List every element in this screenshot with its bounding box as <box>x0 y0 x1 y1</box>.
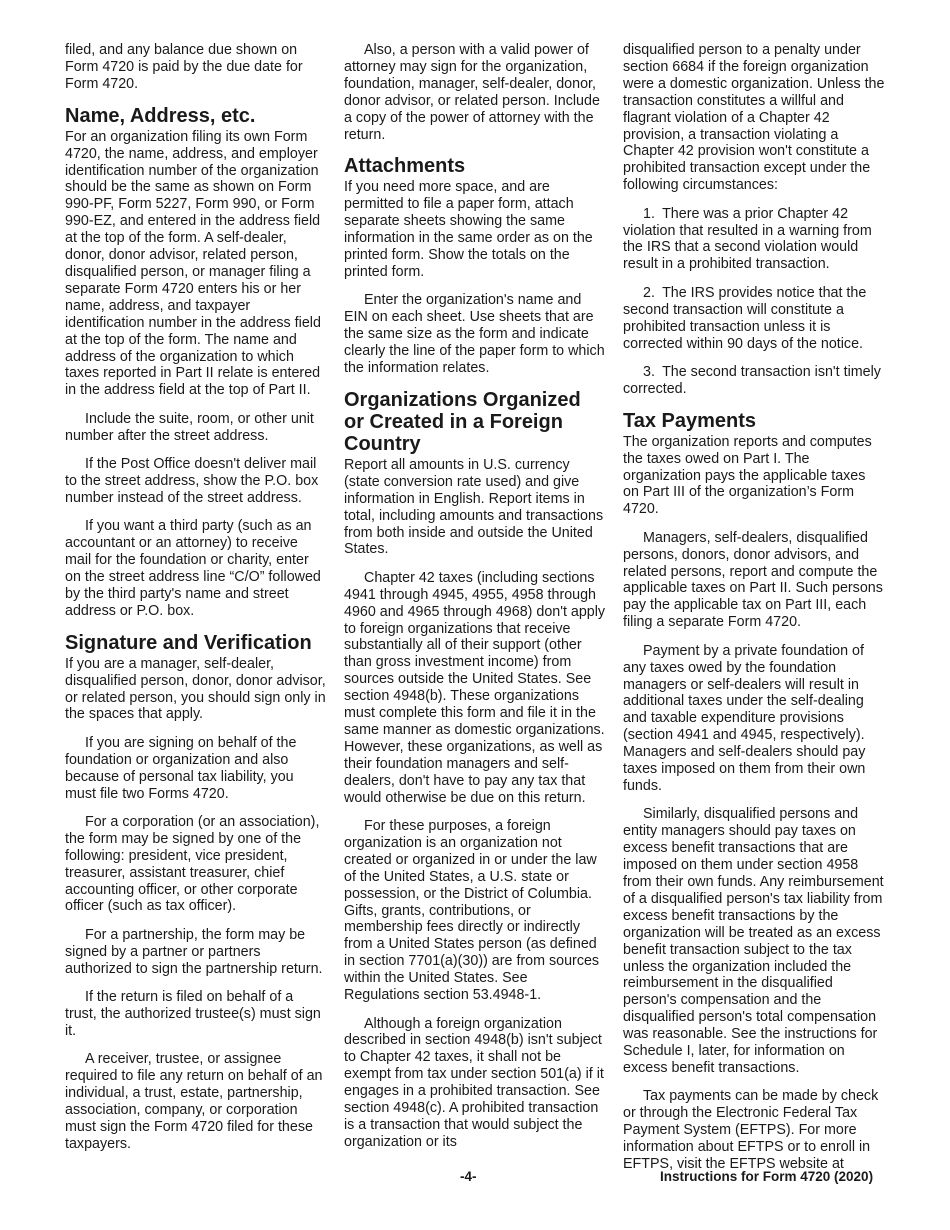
paragraph: If the return is filed on behalf of a trust, the authorized trustee(s) must sign it. <box>65 989 321 1039</box>
list-item: 1. There was a prior Chapter 42 violation that resulted in a warning from the IRS that a second violation would result in a prohibited transaction. <box>623 205 872 273</box>
section-heading-name-address: Name, Address, etc. <box>65 104 256 127</box>
paragraph: Payment by a private foundation of any taxes owed by the foundation managers or self-dealers will result in additional taxes under the self-dealing and taxable expenditure provisions (section 4941 and 4945, respectively). Managers and self-dealers should pay taxes imposed on them from their own funds. <box>623 642 866 794</box>
footer-title: Instructions for Form 4720 (2020) <box>660 1169 874 1184</box>
section-heading-signature: Signature and Verification <box>65 631 312 654</box>
paragraph: For these purposes, a foreign organization is an organization not created or organized in or under the law of the United States, a U.S. state or possession, or the District of Columbia. Gifts, grants, contributions, or membership fees directly or indirectly from a United States person (as defined in section 7701(a)(30)) are from sources within the United States. See Regulations section 53.4948-1. <box>344 818 600 1004</box>
paragraph: If you need more space, and are permitted to file a paper form, attach separate sheets showing the same information in the same order as on the printed form. Show the totals on the printed form. <box>344 179 593 280</box>
paragraph: Include the suite, room, or other unit number after the street address. <box>65 410 314 444</box>
paragraph: disqualified person to a penalty under section 6684 if the foreign organization were a domestic organization. Unless the transaction constitutes a willful and flagrant violation of a Chapter 42 provision, a transaction violating a Chapter 42 provision won't constitute a prohibited transaction except under the following circumstances: <box>623 42 885 194</box>
paragraph: For a partnership, the form may be signed by a partner or partners authorized to sign the partnership return. <box>65 926 323 977</box>
paragraph: Similarly, disqualified persons and entity managers should pay taxes on excess benefit transactions that are imposed on them under section 4958 from their own funds. Any reimbursement of a disqualified person's tax liability from excess benefit transactions by the organization will be treated as an excess benefit transaction subject to the tax unless the organization included the reimbursement in the disqualified person's compensation and the disqualified person's total compensation was reasonable. See the instructions for Schedule I, later, for information on excess benefit transactions. <box>623 806 884 1076</box>
paragraph: If the Post Office doesn't deliver mail to the street address, show the P.O. box number instead of the street address. <box>65 456 319 506</box>
paragraph: If you are signing on behalf of the foundation or organization and also because of personal tax liability, you must file two Forms 4720. <box>65 734 297 802</box>
column-2 <box>344 42 606 1162</box>
list-item: 3. The second transaction isn't timely corrected. <box>623 363 881 397</box>
paragraph: Chapter 42 taxes (including sections 4941 through 4945, 4955, 4958 through 4960 and 4965 through 4968) don't apply to foreign organizations that receive substantially all of their support (other than gross investment income) from sources outside the United States. See section 4948(b). These organizations must complete this form and file it in the same manner as domestic organizations. However, these organizations, as well as their foundation managers and self-dealers, don't have to pay any tax that would otherwise be due on this return. <box>344 569 606 806</box>
column-3 <box>623 42 885 1184</box>
paragraph: The organization reports and computes the taxes owed on Part I. The organization pays the applicable taxes on Part III of the organization’s Form 4720. <box>623 433 872 518</box>
paragraph: Although a foreign organization described in section 4948(b) isn't subject to Chapter 42 taxes, it shall not be exempt from tax under section 501(a) if it engages in a prohibited transaction. See section 4948(c). A prohibited transaction is a transaction that would subject the organization or its <box>344 1015 604 1150</box>
list-item: 2. The IRS provides notice that the second transaction will constitute a prohibited transaction unless it is corrected within 90 days of the notice. <box>623 284 867 352</box>
paragraph: filed, and any balance due shown on Form 4720 is paid by the due date for Form 4720. <box>65 42 303 92</box>
section-heading-tax-payments: Tax Payments <box>623 409 757 432</box>
paragraph: Managers, self-dealers, disqualified persons, donors, donor advisors, and related persons, report and compute the applicable taxes on Part II. Such persons pay the applicable tax on Part III, each filing a separate Form 4720. <box>623 529 883 631</box>
paragraph: Report all amounts in U.S. currency (state conversion rate used) and give information in English. Report items in total, including amounts and transactions from both inside and outside the United States. <box>344 456 604 558</box>
paragraph: For a corporation (or an association), the form may be signed by one of the following: president, vice president, treasurer, assistant treasurer, chief accounting officer, or other corporate officer (such as tax officer). <box>65 813 320 915</box>
paragraph: If you want a third party (such as an accountant or an attorney) to receive mail for the foundation or charity, enter on the street address line “C/O” followed by the third party's name and street address or P.O. box. <box>65 518 321 619</box>
paragraph: A receiver, trustee, or assignee required to file any return on behalf of an individual, a trust, estate, partnership, association, company, or corporation must sign the Form 4720 filed for these taxpayers. <box>65 1051 323 1152</box>
page-number: -4- <box>460 1169 477 1184</box>
paragraph: Enter the organization's name and EIN on each sheet. Use sheets that are the same size as the form and indicate clearly the line of the paper form to which the information relates. <box>344 292 605 376</box>
paragraph: If you are a manager, self-dealer, disqualified person, donor, donor advisor, or related person, you should sign only in the spaces that apply. <box>65 655 326 723</box>
paragraph: Tax payments can be made by check or through the Electronic Federal Tax Payment System (EFTPS). For more information about EFTPS or to enroll in EFTPS, visit the EFTPS website at <box>623 1088 879 1172</box>
paragraph: Also, a person with a valid power of attorney may sign for the organization, foundation, manager, self-dealer, donor, donor advisor, or related person. Include a copy of the power of attorney with the return. <box>344 42 600 143</box>
column-1 <box>65 42 327 1164</box>
section-heading-foreign-organizations: Organizations Organized or Created in a Foreign Country <box>344 388 581 455</box>
paragraph: For an organization filing its own Form 4720, the name, address, and employer identification number of the organization should be the same as shown on Form 990-PF, Form 5227, Form 990, or Form 990-EZ, and entered in the address field at the top of the form. A self-dealer, donor, donor advisor, related person, disqualified person, or manager filing a separate Form 4720 enters his or her name, address, and taxpayer identification number in the address field at the top of the form. The name and address of the organization to which taxes reported in Part II relate is entered in the address field at the top of Part II. <box>65 128 321 399</box>
section-heading-attachments: Attachments <box>344 155 466 178</box>
